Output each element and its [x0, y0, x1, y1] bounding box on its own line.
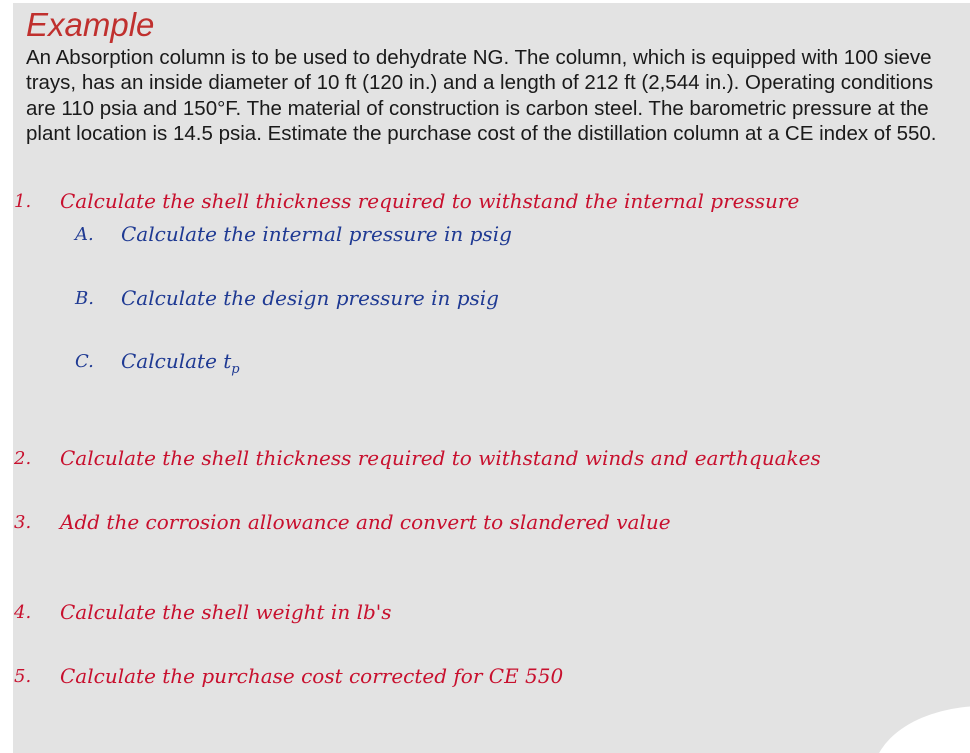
- step-1-number: 1.: [14, 191, 32, 212]
- substep-a-letter: A.: [75, 224, 94, 245]
- substep-b-letter: B.: [75, 288, 94, 309]
- step-2-number: 2.: [14, 448, 32, 469]
- substep-c-text: [121, 349, 240, 382]
- substep-c-main: Calculate t: [121, 349, 232, 373]
- step-4-number: 4.: [14, 602, 32, 623]
- substep-c-subscript: p: [231, 362, 240, 377]
- step-5-text: Calculate the purchase cost corrected for CE 550: [60, 664, 564, 688]
- substep-c-letter: C.: [75, 351, 94, 372]
- step-4-text: Calculate the shell weight in lb's: [60, 600, 392, 624]
- step-5-number: 5.: [14, 666, 32, 687]
- step-3-number: 3.: [14, 512, 32, 533]
- substep-b-text: Calculate the design pressure in psig: [121, 286, 499, 310]
- corner-overlay: [873, 706, 970, 753]
- slide: [13, 3, 970, 753]
- slide-title: Example: [26, 6, 155, 43]
- step-3-text: Add the corrosion allowance and convert to slandered value: [60, 510, 671, 534]
- step-2-text: Calculate the shell thickness required to withstand winds and earthquakes: [60, 446, 821, 470]
- step-1-text: Calculate the shell thickness required to withstand the internal pressure: [60, 189, 800, 213]
- substep-a-text: Calculate the internal pressure in psig: [121, 222, 512, 246]
- problem-statement: An Absorption column is to be used to dehydrate NG. The column, which is equipped with 100 sieve trays, has an inside diameter of 10 ft (120 in.) and a length of 212 ft (2,544 in.). Operating conditions are 110 psia and 150°F. The material of construction is carbon steel. The barometric pressure at the plant location is 14.5 psia. Estimate the purchase cost of the distillation column at a CE index of 550.: [26, 46, 937, 145]
